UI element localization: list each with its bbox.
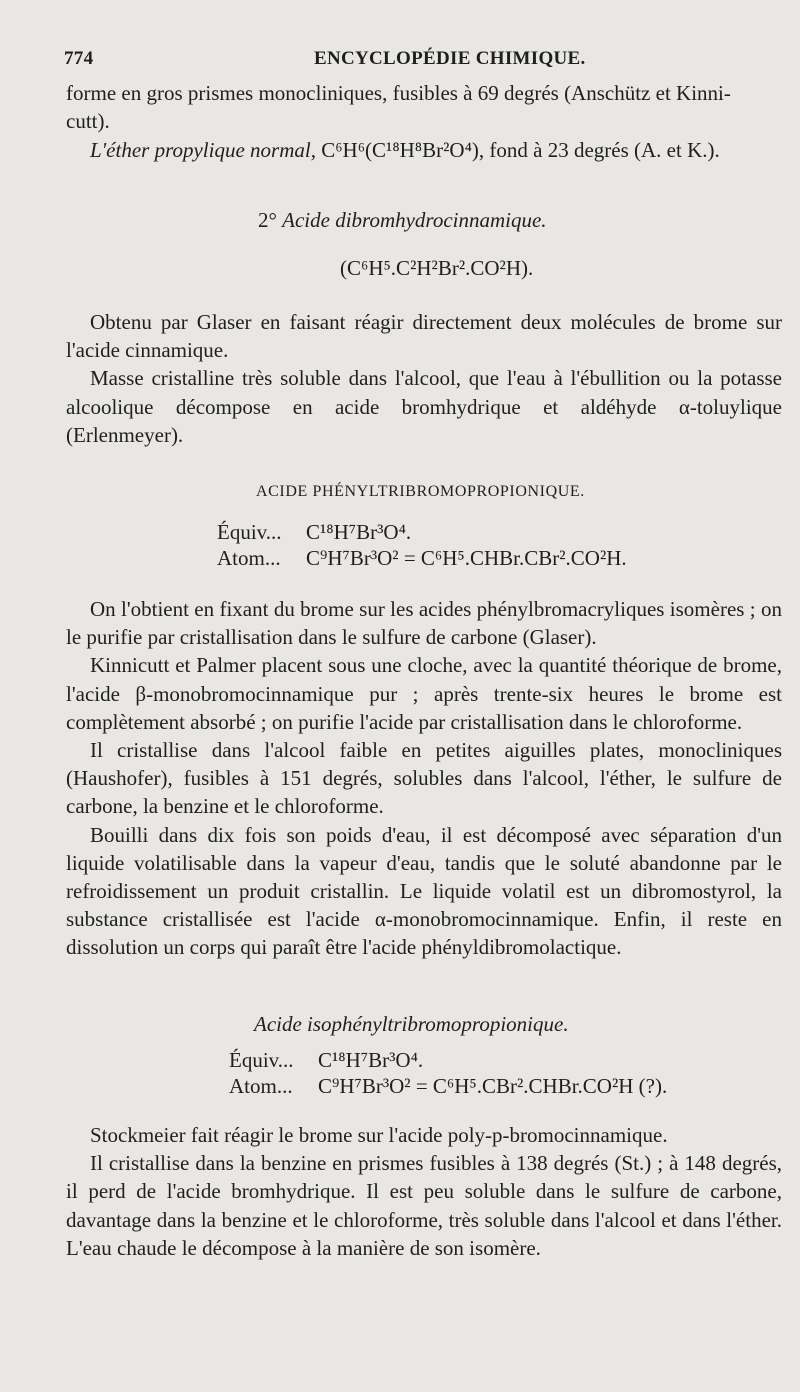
- tribromo-paragraph-3: Il cristallise dans l'alcool faible en petites aiguilles plates, monocliniques (Haushofer), fusibles à 151 degrés, solubles dans l'alcool, l'éther, le sulfure de carbone, la benzine et le chloroforme.: [66, 738, 782, 819]
- tribromo-atom-formula: C⁹H⁷Br³O² = C⁶H⁵.CHBr.CBr².CO²H.: [306, 546, 627, 570]
- ether-line: [90, 136, 720, 165]
- tribromo-equiv-formula: C¹⁸H⁷Br³O⁴.: [306, 520, 412, 544]
- section-2-paragraph-1: Obtenu par Glaser en faisant réagir directement deux molécules de brome sur l'acide cinnamique.: [66, 310, 782, 363]
- iso-equiv-formula: C¹⁸H⁷Br³O⁴.: [318, 1048, 424, 1072]
- iso-atom-label: Atom...: [229, 1074, 293, 1098]
- running-title: ENCYCLOPÉDIE CHIMIQUE.: [314, 48, 586, 69]
- tribromo-title: ACIDE PHÉNYLTRIBROMOPROPIONIQUE.: [256, 483, 585, 500]
- section-2-name: Acide dibromhydrocinnamique.: [282, 208, 547, 232]
- iso-equiv-label: Équiv...: [229, 1048, 294, 1072]
- tribromo-atom-label: Atom...: [217, 546, 281, 570]
- section-2-number: 2°: [258, 208, 277, 232]
- page-number: 774: [64, 48, 94, 69]
- iso-paragraph-2: Il cristallise dans la benzine en prismes fusibles à 138 degrés (St.) ; à 148 degrés, il perd de l'acide bromhydrique. Il est peu soluble dans le sulfure de carbone, davantage dans la benzine et le chloroforme, très soluble dans l'alcool et dans l'éther. L'eau chaude le décompose à la manière de son isomère.: [66, 1151, 782, 1260]
- ether-label: L'éther propylique normal,: [90, 138, 316, 162]
- tribromo-paragraph-1: On l'obtient en fixant du brome sur les acides phénylbromacryliques isomères ; on le purifie par cristallisation dans le sulfure de carbone (Glaser).: [66, 597, 782, 650]
- section-2-text: [66, 308, 782, 449]
- iso-paragraph-1: Stockmeier fait réagir le brome sur l'acide poly-p-bromocinnamique.: [90, 1123, 668, 1147]
- iso-atom-formula: C⁹H⁷Br³O² = C⁶H⁵.CBr².CHBr.CO²H (?).: [318, 1074, 668, 1098]
- iso-text: [66, 1121, 782, 1262]
- ether-formula: C⁶H⁶(C¹⁸H⁸Br²O⁴), fond à 23 degrés (A. et K.).: [321, 138, 720, 162]
- section-2-formula: (C⁶H⁵.C²H²Br².CO²H).: [340, 256, 534, 280]
- top-line-2: cutt).: [66, 109, 110, 133]
- tribromo-paragraph-2: Kinnicutt et Palmer placent sous une cloche, avec la quantité théorique de brome, l'acide β-monobromocinnamique pur ; après trente-six heures le brome est complètement absorbé ; on purifie l'acide par cristallisation dans le chloroforme.: [66, 653, 782, 734]
- section-2-paragraph-2: Masse cristalline très soluble dans l'alcool, que l'eau à l'ébullition ou la potasse alcoolique décompose en acide bromhydrique et aldéhyde α-toluylique (Erlenmeyer).: [66, 366, 782, 447]
- iso-title: Acide isophényltribromopropionique.: [254, 1012, 569, 1036]
- tribromo-paragraph-4: Bouilli dans dix fois son poids d'eau, il est décomposé avec séparation d'un liquide volatilisable dans la vapeur d'eau, tandis que le soluté abandonne par le refroidissement un produit cristallin. Le liquide volatil est un dibromostyrol, la substance cristallisée est l'acide α-monobromocinnamique. Enfin, il reste en dissolution un corps qui paraît être l'acide phényldibromolactique.: [66, 822, 782, 960]
- tribromo-equiv-label: Équiv...: [217, 520, 282, 544]
- top-line-1: forme en gros prismes monocliniques, fusibles à 69 degrés (Anschütz et Kinni-: [66, 81, 731, 105]
- section-2-title: [258, 206, 547, 235]
- tribromo-text: [66, 595, 782, 962]
